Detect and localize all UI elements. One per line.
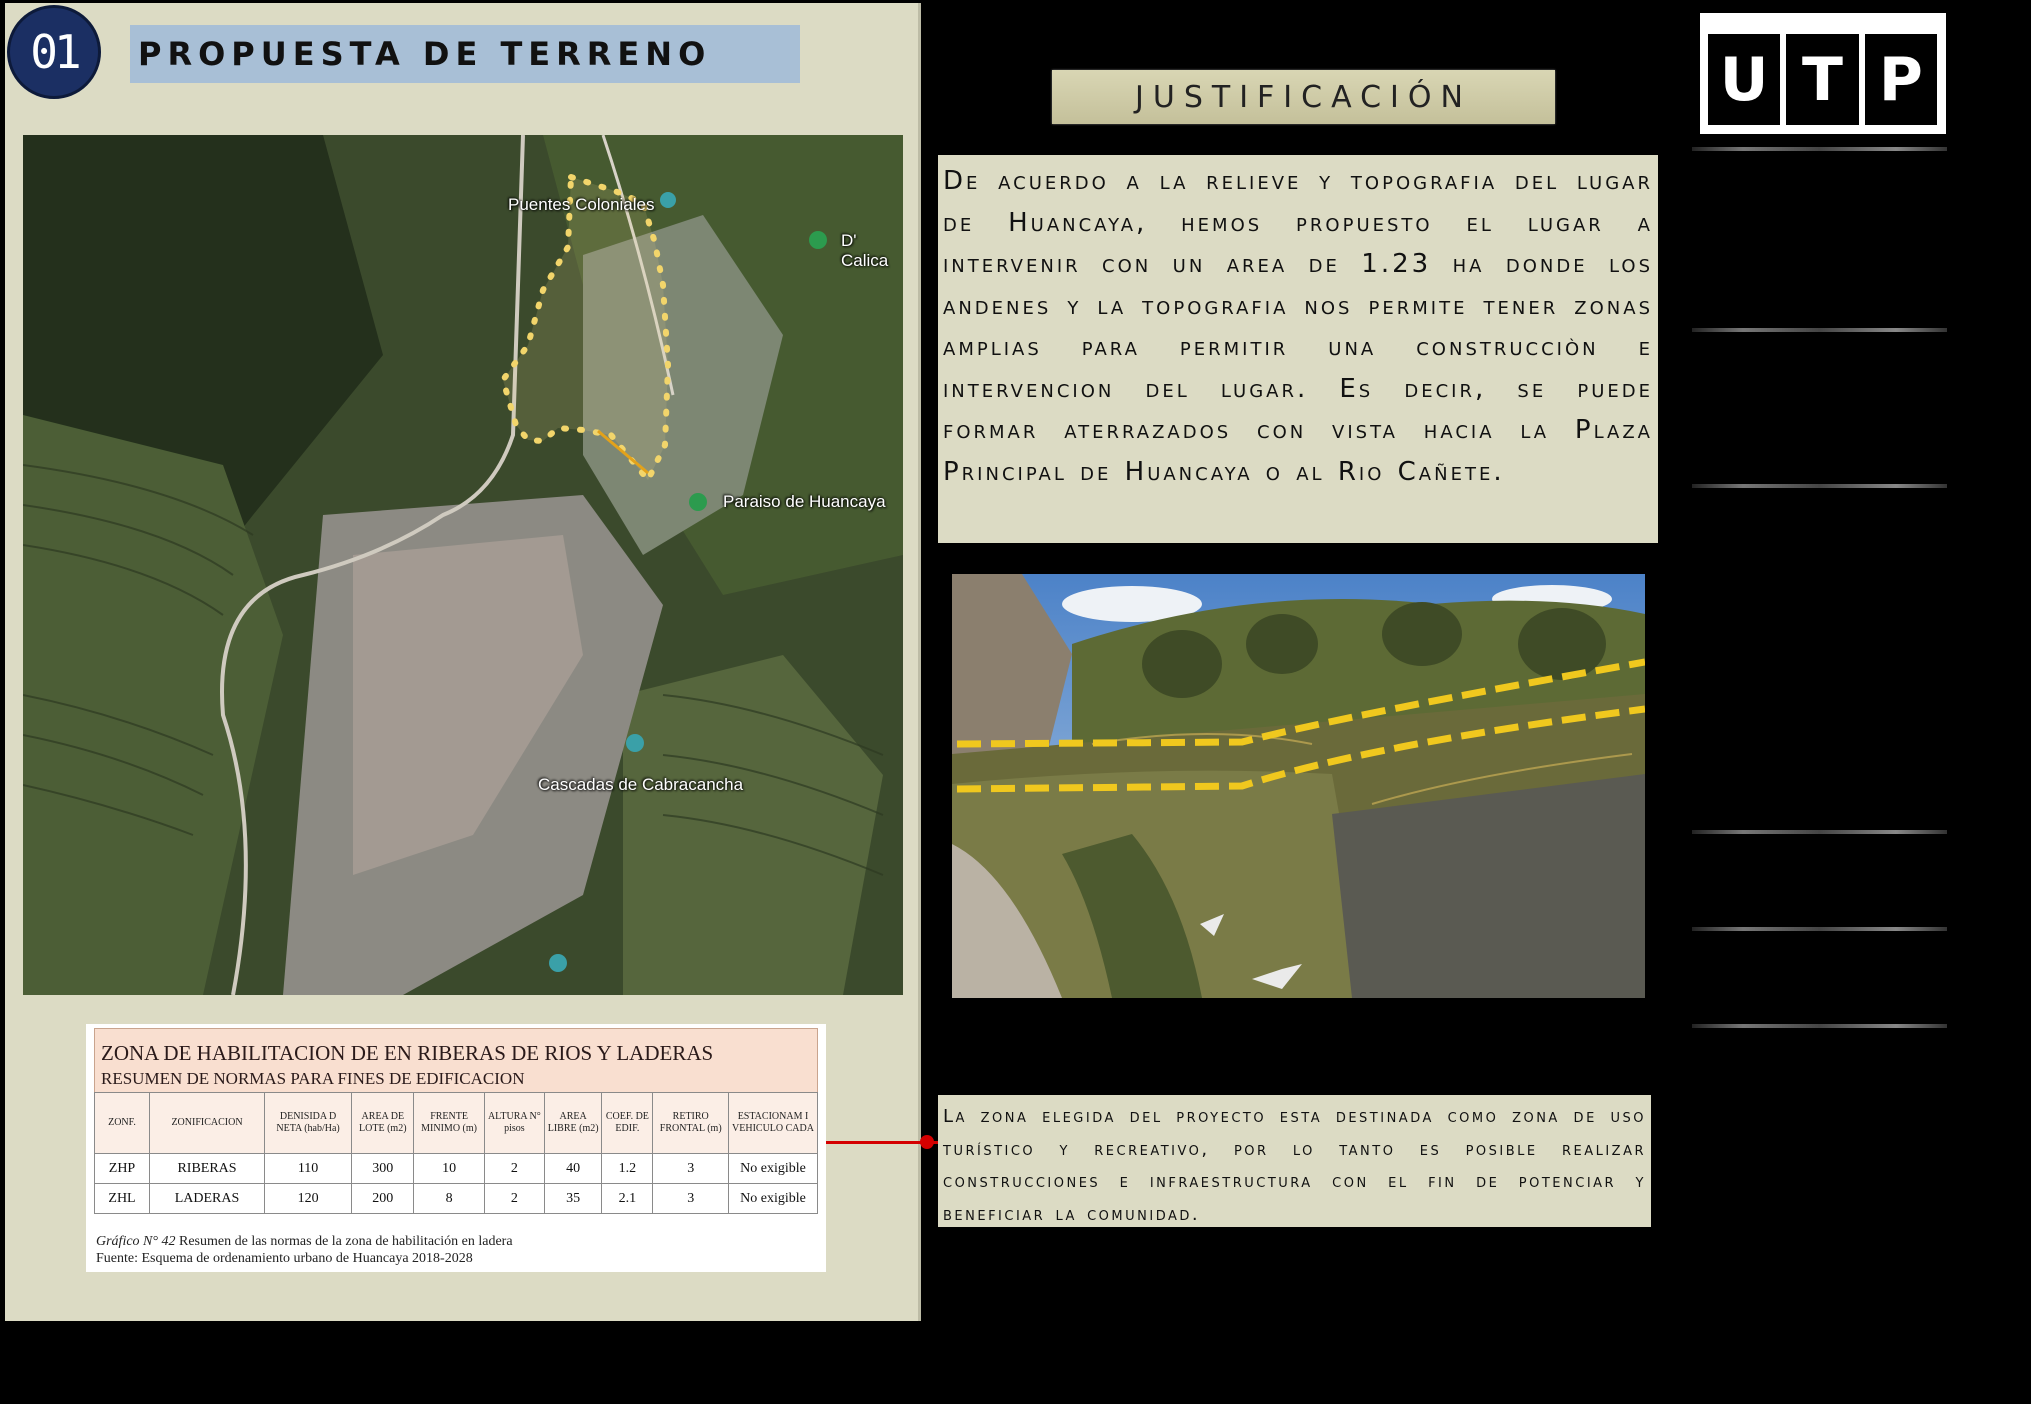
justification-text: De acuerdo a la relieve y topografia del lugar de Huancaya, hemos propuesto el lugar a intervenir con un area de 1.23 ha donde los andenes y la topografia nos permite tener zonas amplias para permitir una construcciòn e intervencion del lugar. Es decir, se puede formar aterrazados con vista hacia la Plaza Principal de Huancaya o al Rio Cañete. <box>938 155 1658 543</box>
table-cell: 200 <box>352 1184 414 1214</box>
connector-dot <box>920 1135 934 1149</box>
table-cell: ZHL <box>95 1184 150 1214</box>
column-header: ZONF. <box>95 1093 150 1154</box>
norms-table-card <box>86 1024 826 1272</box>
column-header: AREA LIBRE (m2) <box>545 1093 602 1154</box>
table-cell: 2.1 <box>602 1184 653 1214</box>
table-row <box>95 1184 818 1214</box>
divider-rule <box>1692 328 1947 332</box>
table-cell: LADERAS <box>150 1184 265 1214</box>
table-cell: 300 <box>352 1154 414 1184</box>
site-photo-image <box>952 574 1645 998</box>
table-cell: 8 <box>414 1184 484 1214</box>
section-number: 01 <box>30 25 78 79</box>
table-cell: 120 <box>265 1184 352 1214</box>
table-cell: 10 <box>414 1154 484 1184</box>
column-header: FRENTE MINIMO (m) <box>414 1093 484 1154</box>
satellite-map <box>23 135 903 995</box>
column-header: ESTACIONAM I VEHICULO CADA <box>729 1093 818 1154</box>
table-cell: 110 <box>265 1154 352 1184</box>
logo-letter: U <box>1708 34 1786 125</box>
zone-note-text: La zona elegida del proyecto esta destinada como zona de uso turístico y recreativo, por lo tanto es posible realizar construcciones e infraestructura con el fin de potenciar y beneficiar la comunidad. <box>938 1095 1651 1227</box>
page-title-bar <box>130 25 800 83</box>
site-photo <box>952 574 1645 998</box>
table-cell: No exigible <box>729 1154 818 1184</box>
column-header: ZONIFICACION <box>150 1093 265 1154</box>
map-label-puentes: Puentes Coloniales <box>508 195 655 214</box>
page-title: PROPUESTA DE TERRENO <box>138 35 712 73</box>
table-cell: ZHP <box>95 1154 150 1184</box>
column-header: COEF. DE EDIF. <box>602 1093 653 1154</box>
table-cell: RIBERAS <box>150 1154 265 1184</box>
map-image <box>23 135 903 995</box>
divider-rule <box>1692 1024 1947 1028</box>
justification-title-bar <box>1052 70 1555 124</box>
column-header: AREA DE LOTE (m2) <box>352 1093 414 1154</box>
map-label-cascadas: Cascadas de Cabracancha <box>538 775 744 794</box>
divider-rule <box>1692 927 1947 931</box>
section-number-badge <box>7 5 101 99</box>
utp-logo-mark <box>1708 34 1937 125</box>
caption-source: Fuente: Esquema de ordenamiento urbano de Huancaya 2018-2028 <box>96 1251 473 1266</box>
table-cell: 3 <box>653 1184 729 1214</box>
divider-rule <box>1692 484 1947 488</box>
table-cell: 1.2 <box>602 1154 653 1184</box>
norms-table-header <box>94 1028 818 1094</box>
logo-letter: P <box>1878 44 1923 115</box>
caption-figure-number: Gráfico N° 42 <box>96 1234 176 1249</box>
table-cell: 2 <box>484 1184 544 1214</box>
divider-rule <box>1692 147 1947 151</box>
table-cell: 3 <box>653 1154 729 1184</box>
table-cell: 2 <box>484 1154 544 1184</box>
column-header: DENISIDA D NETA (hab/Ha) <box>265 1093 352 1154</box>
caption-text: Resumen de las normas de la zona de habilitación en ladera <box>175 1234 513 1249</box>
divider-rule <box>1692 830 1947 834</box>
norms-table-title: ZONA DE HABILITACION DE EN RIBERAS DE RIOS Y LADERAS <box>101 1041 714 1065</box>
utp-logo <box>1700 13 1946 134</box>
logo-letter: T <box>1786 34 1864 125</box>
table-cell: No exigible <box>729 1184 818 1214</box>
norms-table-subtitle: RESUMEN DE NORMAS PARA FINES DE EDIFICACION <box>101 1069 525 1088</box>
table-header-row <box>95 1093 818 1154</box>
justification-title: JUSTIFICACIÓN <box>1135 79 1472 115</box>
column-header: RETIRO FRONTAL (m) <box>653 1093 729 1154</box>
table-cell: 40 <box>545 1154 602 1184</box>
norms-table <box>94 1092 818 1214</box>
table-row <box>95 1154 818 1184</box>
table-cell: 35 <box>545 1184 602 1214</box>
map-label-calica: D' Calica <box>841 231 889 270</box>
column-header: ALTURA N° pisos <box>484 1093 544 1154</box>
map-label-paraiso: Paraiso de Huancaya <box>723 492 886 511</box>
table-caption <box>96 1233 513 1267</box>
